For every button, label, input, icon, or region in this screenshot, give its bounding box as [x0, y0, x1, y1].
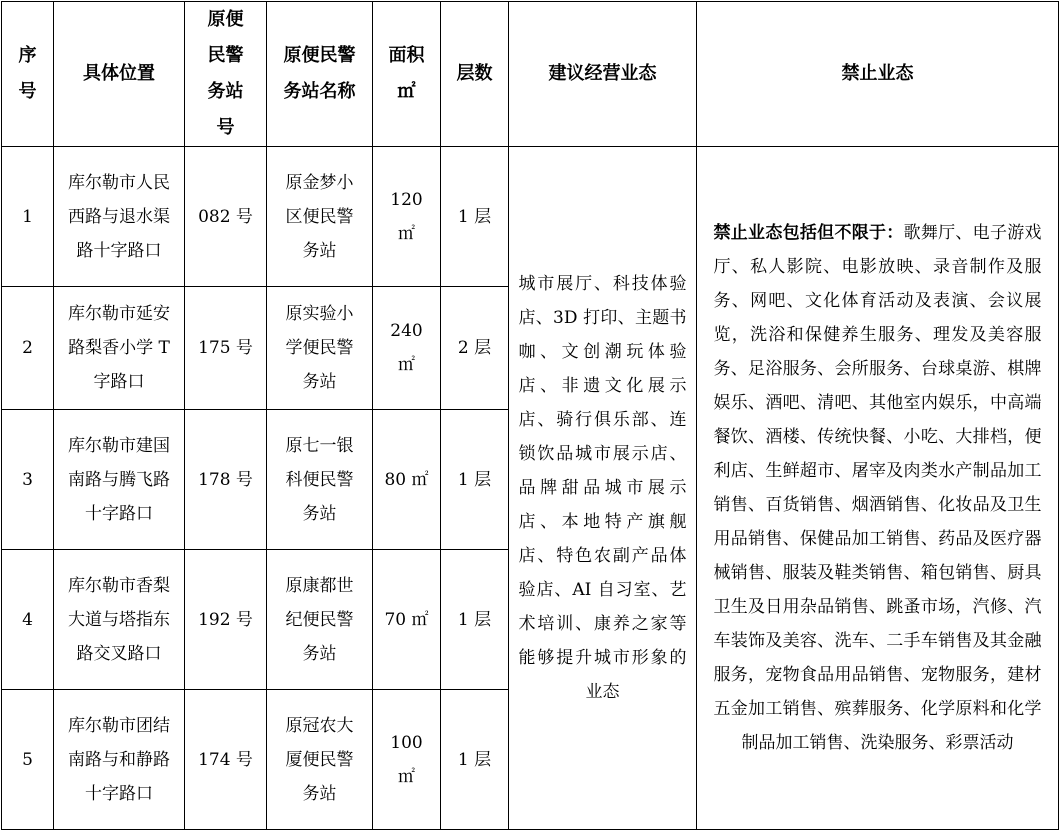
cell-floors: 1 层 [441, 147, 509, 287]
cell-station-no: 192 号 [185, 550, 267, 690]
cell-suggested-business: 城市展厅、科技体验店、3D 打印、主题书咖、文创潮玩体验店、非遗文化展示店、骑行俱乐部、连锁饮品城市展示店、品牌甜品城市展示店、本地特产旗舰店、特色农副产品体验店、AI 自习室、艺术培训、康养之家等能够提升城市形象的业态 [509, 147, 697, 830]
cell-floors: 1 层 [441, 550, 509, 690]
cell-area: 80 ㎡ [373, 410, 441, 550]
cell-station-no: 175 号 [185, 287, 267, 410]
forbidden-lead: 禁止业态包括但不限于： [713, 223, 904, 243]
station-table [1, 1, 1059, 830]
cell-area: 240 ㎡ [373, 287, 441, 410]
cell-seq: 1 [2, 147, 54, 287]
header-station-name: 原便民警务站名称 [267, 2, 373, 147]
table-row [2, 147, 1059, 287]
header-row [2, 2, 1059, 147]
forbidden-text: 歌舞厅、电子游戏厅、私人影院、电影放映、录音制作及服务、网吧、文化体育活动及表演、会议展览，洗浴和保健养生服务、理发及美容服务、足浴服务、会所服务、台球桌游、棋牌娱乐、酒吧、清吧、其他室内娱乐，中高端餐饮、酒楼、传统快餐、小吃、大排档，便利店、生鲜超市、屠宰及肉类水产制品加工销售、百货销售、烟酒销售、化妆品及卫生用品销售、保健品加工销售、药品及医疗器械销售、服装及鞋类销售、箱包销售、厨具卫生及日用杂品销售、跳蚤市场，汽修、汽车装饰及美容、洗车、二手车销售及其金融服务，宠物食品用品销售、宠物服务，建材五金加工销售、殡葬服务、化学原料和化学制品加工销售、洗染服务、彩票活动 [713, 223, 1042, 753]
header-floors: 层数 [441, 2, 509, 147]
cell-station-name: 原七一银科便民警务站 [267, 410, 373, 550]
cell-area: 100 ㎡ [373, 690, 441, 830]
cell-floors: 2 层 [441, 287, 509, 410]
header-suggested: 建议经营业态 [509, 2, 697, 147]
cell-location: 库尔勒市建国南路与腾飞路十字路口 [54, 410, 185, 550]
header-station-no: 原便民警务站号 [185, 2, 267, 147]
cell-area: 70 ㎡ [373, 550, 441, 690]
cell-forbidden-business [697, 147, 1059, 830]
cell-station-no: 174 号 [185, 690, 267, 830]
cell-station-name: 原康都世纪便民警务站 [267, 550, 373, 690]
cell-station-name: 原实验小学便民警务站 [267, 287, 373, 410]
cell-seq: 3 [2, 410, 54, 550]
header-forbidden: 禁止业态 [697, 2, 1059, 147]
cell-location: 库尔勒市团结南路与和静路十字路口 [54, 690, 185, 830]
header-location: 具体位置 [54, 2, 185, 147]
cell-station-name: 原金梦小区便民警务站 [267, 147, 373, 287]
cell-station-name: 原冠农大厦便民警务站 [267, 690, 373, 830]
cell-station-no: 178 号 [185, 410, 267, 550]
cell-location: 库尔勒市延安路梨香小学 T 字路口 [54, 287, 185, 410]
cell-location: 库尔勒市人民西路与退水渠路十字路口 [54, 147, 185, 287]
cell-location: 库尔勒市香梨大道与塔指东路交叉路口 [54, 550, 185, 690]
cell-floors: 1 层 [441, 690, 509, 830]
cell-station-no: 082 号 [185, 147, 267, 287]
cell-seq: 4 [2, 550, 54, 690]
cell-seq: 5 [2, 690, 54, 830]
header-seq: 序号 [2, 2, 54, 147]
header-area: 面积㎡ [373, 2, 441, 147]
cell-floors: 1 层 [441, 410, 509, 550]
cell-area: 120 ㎡ [373, 147, 441, 287]
cell-seq: 2 [2, 287, 54, 410]
